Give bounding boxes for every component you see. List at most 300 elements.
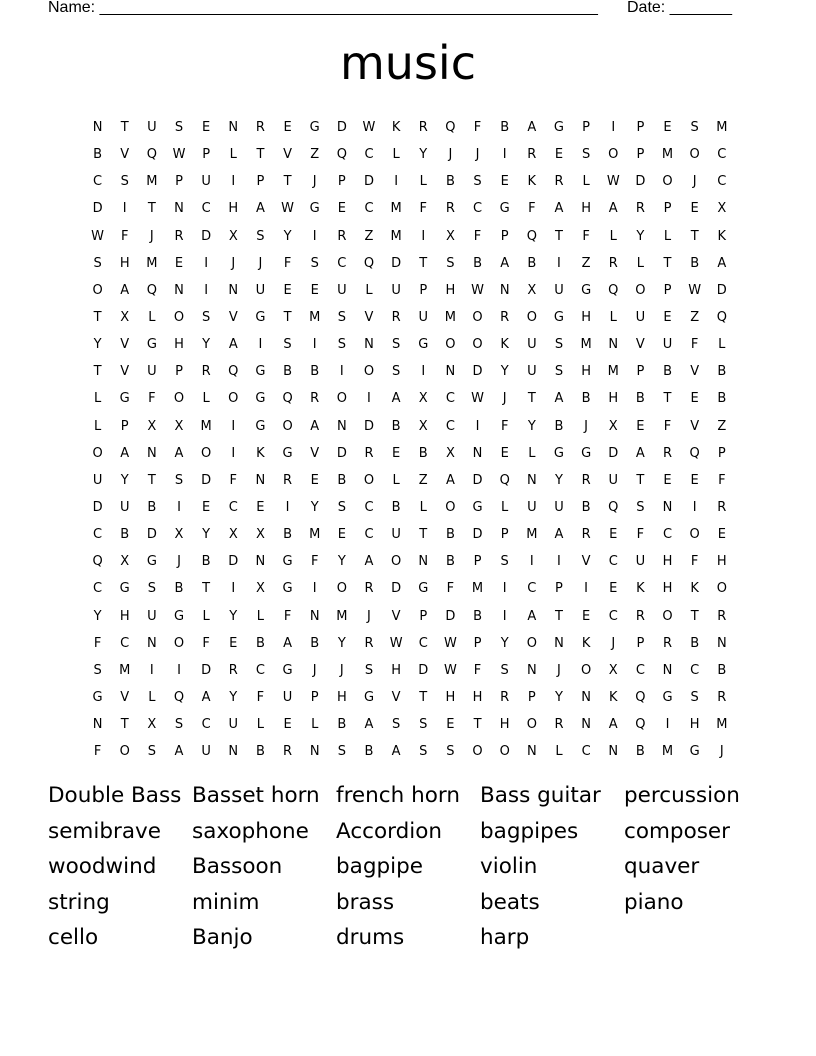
grid-letter: T [147,201,156,217]
grid-letter: Z [717,418,727,434]
grid-letter: M [309,527,321,543]
grid-letter: B [717,662,727,678]
grid-letter: O [635,282,646,298]
grid-letter: B [120,527,130,543]
grid-letter: Z [310,147,320,163]
grid-letter: S [690,690,699,706]
grid-letter: E [690,201,699,217]
grid-letter: L [609,228,617,244]
grid-letter: V [120,690,130,706]
word-list-item: Banjo [192,925,253,950]
grid-letter: C [445,391,455,407]
grid-letter: B [473,608,482,624]
grid-letter: P [202,147,211,163]
grid-letter: K [391,120,401,136]
grid-letter: T [256,147,265,163]
grid-letter: D [716,282,727,298]
grid-letter: L [555,744,563,760]
grid-letter: R [255,120,265,136]
grid-letter: C [364,147,374,163]
grid-letter: B [445,554,455,570]
word-list-item: cello [48,925,99,950]
word-list-item: bagpipe [336,854,423,879]
grid-letter: X [445,445,455,461]
grid-letter: A [527,608,537,624]
grid-letter: R [364,445,374,461]
grid-letter: B [255,744,265,760]
grid-letter: N [581,717,591,733]
grid-letter: I [231,418,236,434]
grid-letter: V [635,337,645,353]
grid-letter: B [337,472,347,488]
grid-letter: B [581,500,591,516]
grid-letter: O [363,364,375,380]
grid-letter: I [502,608,507,624]
grid-letter: S [446,255,455,271]
grid-letter: B [445,527,455,543]
grid-letter: O [526,310,537,326]
grid-letter: S [120,174,129,190]
grid-letter: G [418,581,429,597]
grid-letter: S [147,744,156,760]
grid-letter: N [445,364,456,380]
grid-letter: I [312,581,317,597]
grid-letter: C [201,717,211,733]
grid-letter: J [258,255,263,271]
grid-letter: S [391,337,401,353]
grid-letter: O [173,310,185,326]
grid-letter: A [255,201,265,217]
grid-letter: E [256,500,265,516]
grid-letter: G [255,310,266,326]
grid-letter: O [391,554,402,570]
grid-letter: E [717,527,726,543]
grid-letter: I [584,581,589,597]
grid-letter: P [473,635,482,651]
grid-letter: H [662,581,673,597]
grid-letter: Q [499,472,510,488]
grid-letter: L [365,282,373,298]
grid-letter: R [717,690,727,706]
grid-letter: A [310,418,320,434]
grid-letter: T [120,120,129,136]
grid-letter: E [609,527,618,543]
grid-letter: L [256,608,265,624]
grid-letter: O [662,174,673,190]
grid-letter: Y [337,635,346,651]
grid-letter: R [364,581,374,597]
grid-letter: O [282,418,293,434]
grid-letter: W [471,391,484,407]
grid-letter: P [717,445,726,461]
grid-letter: R [581,472,591,488]
grid-letter: M [580,337,592,353]
grid-letter: U [228,717,239,733]
grid-letter: G [689,744,700,760]
grid-letter: I [258,337,263,353]
grid-letter: R [445,201,455,217]
grid-letter: O [608,147,619,163]
grid-letter: C [418,635,428,651]
grid-letter: G [662,690,673,706]
grid-letter: B [445,174,455,190]
grid-letter: R [581,527,591,543]
grid-letter: J [611,635,616,651]
grid-letter: W [91,228,104,244]
grid-letter: I [611,120,616,136]
grid-letter: S [500,554,509,570]
grid-letter: N [174,201,184,217]
grid-letter: P [636,120,645,136]
grid-letter: N [146,445,157,461]
grid-letter: E [581,608,591,624]
grid-letter: X [174,418,184,434]
grid-letter: B [717,364,727,380]
grid-letter: C [662,527,673,543]
grid-letter: I [122,201,127,217]
word-list-item: minim [192,889,260,915]
grid-letter: J [339,662,344,678]
grid-letter: M [526,527,538,543]
grid-letter: M [471,581,484,597]
grid-letter: J [448,147,453,163]
grid-letter: O [92,445,103,461]
grid-letter: N [472,445,483,461]
grid-letter: J [231,255,236,271]
grid-letter: D [92,500,103,516]
grid-letter: X [418,391,428,407]
grid-letter: G [255,418,266,434]
grid-letter: M [200,418,212,434]
word-list-item: Double Bass [48,783,182,808]
grid-letter: R [174,228,184,244]
grid-letter: Y [500,635,509,651]
grid-letter: G [282,554,293,570]
grid-letter: C [445,418,455,434]
grid-letter: U [92,472,103,488]
grid-letter: R [608,255,618,271]
grid-letter: P [500,527,509,543]
grid-letter: O [119,744,130,760]
grid-letter: H [119,255,130,271]
grid-letter: P [419,282,428,298]
grid-letter: H [608,391,619,407]
grid-letter: B [201,554,211,570]
grid-letter: K [527,174,537,190]
grid-letter: L [311,717,319,733]
grid-letter: S [554,337,564,353]
grid-letter: R [201,364,211,380]
grid-letter: S [174,717,184,733]
grid-letter: S [364,662,374,678]
grid-letter: G [119,391,130,407]
grid-letter: I [231,445,236,461]
grid-letter: O [499,744,510,760]
grid-letter: T [473,717,482,733]
grid-letter: Y [229,608,238,624]
grid-letter: H [662,554,673,570]
grid-letter: B [147,500,157,516]
grid-letter: R [717,608,727,624]
grid-letter: O [228,391,239,407]
grid-letter: B [283,527,293,543]
grid-letter: A [554,201,564,217]
grid-letter: Q [608,500,619,516]
grid-letter: Y [120,472,129,488]
grid-letter: W [281,201,294,217]
name-line: Name: ________________________________________________________ [48,0,598,16]
grid-letter: T [554,228,563,244]
grid-letter: G [472,500,483,516]
grid-letter: V [228,310,238,326]
word-list-item: percussion [624,783,740,808]
date-line: Date: _______ [627,0,732,16]
grid-letter: C [473,201,483,217]
grid-letter: X [255,527,265,543]
grid-letter: U [119,500,130,516]
grid-letter: U [554,282,564,298]
grid-letter: S [473,174,482,190]
grid-letter: U [608,472,618,488]
grid-letter: L [419,500,427,516]
grid-letter: E [500,445,509,461]
grid-letter: A [554,527,564,543]
grid-letter: C [364,500,374,516]
grid-letter: F [473,662,482,678]
grid-letter: X [608,662,618,678]
grid-letter: K [636,581,645,597]
grid-letter: S [391,364,401,380]
grid-letter: Y [554,690,563,706]
grid-letter: O [201,445,212,461]
grid-letter: F [690,554,699,570]
grid-letter: U [337,282,347,298]
grid-letter: A [364,554,374,570]
grid-letter: J [475,147,480,163]
grid-letter: O [336,391,347,407]
grid-letter: F [582,228,590,244]
grid-letter: P [256,174,265,190]
grid-letter: R [500,690,510,706]
grid-letter: B [527,255,537,271]
grid-letter: A [120,445,130,461]
grid-letter: R [554,717,564,733]
grid-letter: B [310,364,320,380]
grid-letter: V [581,554,591,570]
grid-letter: C [201,201,211,217]
grid-letter: I [339,364,344,380]
grid-letter: N [364,337,374,353]
grid-letter: B [391,418,401,434]
grid-letter: B [310,635,320,651]
grid-letter: I [421,364,426,380]
grid-letter: Y [337,554,346,570]
grid-letter: C [228,500,238,516]
grid-letter: G [418,337,429,353]
grid-letter: R [500,310,510,326]
grid-letter: I [502,147,507,163]
grid-letter: M [716,717,728,733]
grid-letter: L [718,337,726,353]
grid-letter: X [228,228,238,244]
word-list-item: string [48,889,110,915]
grid-letter: I [367,391,371,407]
grid-letter: E [310,472,319,488]
grid-letter: D [635,174,646,190]
grid-letter: X [120,310,130,326]
word-list-item: woodwind [48,854,157,879]
grid-letter: E [690,391,699,407]
grid-letter: G [146,554,157,570]
word-list-item: beats [480,889,540,915]
grid-letter: S [337,744,346,760]
grid-letter: G [92,690,103,706]
grid-letter: P [582,120,591,136]
grid-letter: F [473,228,482,244]
grid-letter: N [174,282,184,298]
grid-letter: T [419,527,428,543]
grid-letter: N [228,282,239,298]
grid-letter: S [446,744,455,760]
grid-letter: D [472,364,483,380]
grid-letter: O [445,500,456,516]
grid-letter: V [120,364,130,380]
grid-letter: M [390,228,402,244]
grid-letter: B [255,635,265,651]
grid-letter: L [609,310,617,326]
grid-letter: Q [146,282,157,298]
grid-letter: N [662,500,673,516]
grid-letter: S [174,120,184,136]
grid-letter: Z [418,472,428,488]
grid-letter: P [175,174,183,190]
grid-letter: X [418,418,428,434]
word-list-item: french horn [336,783,460,808]
grid-letter: S [93,255,102,271]
grid-letter: T [147,472,156,488]
grid-letter: S [690,120,699,136]
word-list [48,778,768,956]
grid-letter: V [310,445,320,461]
grid-letter: T [663,391,672,407]
grid-letter: S [310,255,319,271]
grid-letter: D [391,581,402,597]
grid-letter: G [581,282,592,298]
grid-letter: A [174,445,184,461]
grid-letter: A [554,391,564,407]
grid-letter: N [309,744,320,760]
grid-letter: M [444,310,456,326]
grid-letter: S [337,500,346,516]
grid-letter: H [119,608,130,624]
grid-letter: K [690,581,699,597]
grid-letter: D [336,445,347,461]
word-list-item: semibrave [48,818,161,844]
grid-letter: O [445,337,456,353]
grid-letter: R [635,201,645,217]
grid-letter: F [310,554,319,570]
grid-letter: N [228,120,239,136]
grid-letter: Y [202,527,211,543]
grid-letter: C [717,147,727,163]
grid-letter: N [146,635,157,651]
grid-letter: S [256,228,265,244]
grid-letter: K [500,337,509,353]
grid-letter: U [201,744,211,760]
grid-letter: T [283,174,292,190]
grid-letter: F [148,391,156,407]
grid-letter: W [443,635,457,651]
word-list-item: Accordion [336,818,442,844]
grid-letter: Z [364,228,374,244]
grid-letter: G [309,120,320,136]
word-list-item: harp [480,925,530,950]
grid-letter: G [146,337,157,353]
grid-letter: E [636,418,645,434]
grid-letter: I [312,228,317,244]
grid-letter: R [635,608,645,624]
grid-letter: I [692,500,697,516]
grid-letter: I [394,174,399,190]
grid-letter: J [312,174,317,190]
grid-letter: R [554,174,564,190]
grid-letter: L [93,418,102,434]
grid-letter: E [229,635,238,651]
grid-letter: E [283,120,292,136]
grid-letter: U [255,282,266,298]
grid-letter: I [231,174,236,190]
grid-letter: F [202,635,210,651]
grid-letter: W [471,282,484,298]
grid-letter: Q [526,228,537,244]
grid-letter: J [149,228,154,244]
grid-letter: M [607,364,619,380]
grid-letter: Y [283,228,292,244]
grid-letter: T [283,310,292,326]
grid-letter: S [419,744,428,760]
grid-letter: S [337,337,346,353]
grid-letter: S [581,147,591,163]
grid-letter: N [581,690,591,706]
grid-letter: E [337,527,346,543]
word-list-item: composer [624,818,730,844]
word-list-item: saxophone [192,818,309,844]
grid-letter: Y [93,337,102,353]
grid-letter: G [553,120,564,136]
grid-letter: X [147,717,157,733]
grid-letter: T [419,255,428,271]
grid-letter: T [527,391,536,407]
grid-letter: U [418,310,429,326]
grid-letter: C [93,174,103,190]
grid-letter: G [581,445,592,461]
grid-letter: N [92,717,103,733]
grid-letter: O [689,147,700,163]
grid-letter: O [472,744,483,760]
grid-letter: R [364,635,374,651]
grid-letter: Y [636,228,645,244]
grid-letter: C [364,201,374,217]
grid-letter: B [717,391,727,407]
grid-letter: S [147,581,156,597]
grid-letter: P [636,147,645,163]
grid-letter: X [255,581,265,597]
grid-letter: G [282,445,293,461]
grid-letter: F [229,472,238,488]
grid-letter: G [553,310,564,326]
grid-letter: B [690,635,700,651]
grid-letter: Q [92,554,103,570]
